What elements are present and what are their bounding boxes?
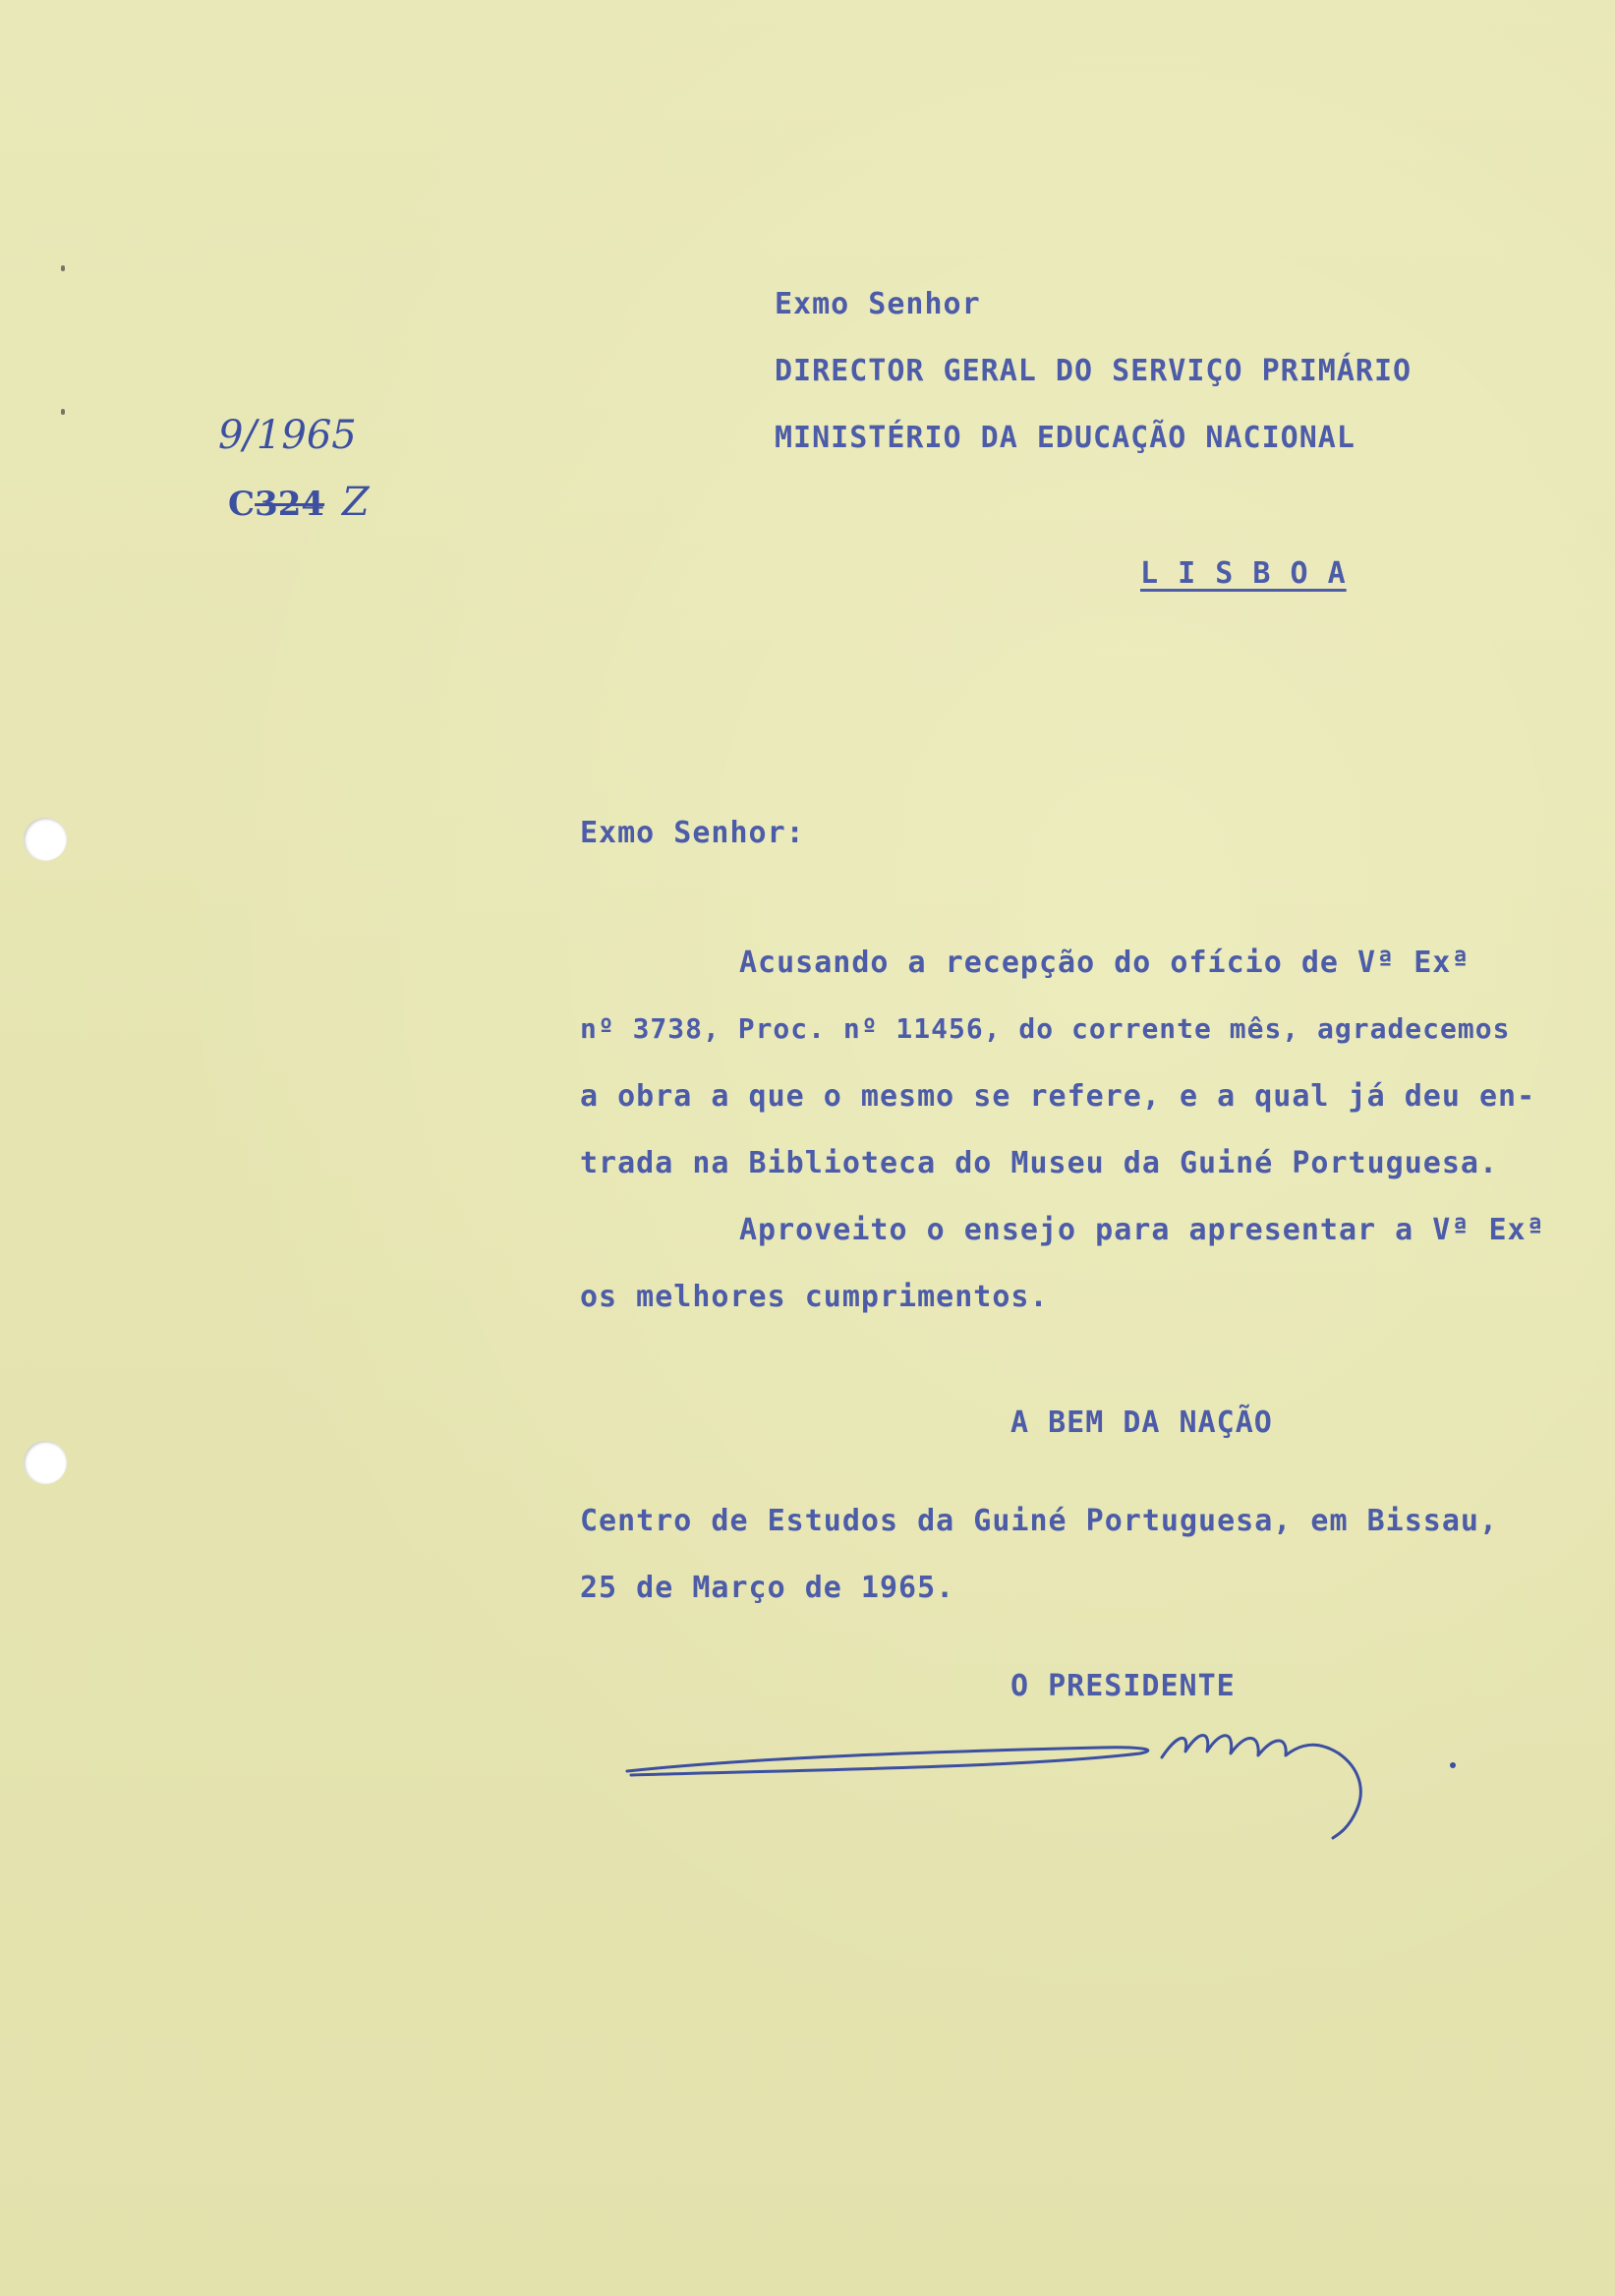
paper-speck (61, 409, 65, 415)
body-line: os melhores cumprimentos. (580, 1280, 1049, 1314)
punch-hole-bottom (24, 1441, 67, 1484)
closing-place: Centro de Estudos da Guiné Portuguesa, em Bissau, (580, 1504, 1499, 1538)
punch-hole-top (24, 818, 67, 861)
handwritten-year-note: 9/1965 (218, 413, 357, 458)
body-line: Aproveito o ensejo para apresentar a Vª Exª (739, 1213, 1545, 1247)
address-salutation: Exmo Senhor (775, 287, 981, 321)
handwritten-signature (609, 1710, 1474, 1867)
code-prefix: C (228, 485, 256, 524)
code-new: Z (341, 480, 370, 525)
body-line: a obra a que o mesmo se refere, e a qual já deu en- (580, 1079, 1536, 1114)
address-title: DIRECTOR GERAL DO SERVIÇO PRIMÁRIO (775, 354, 1413, 388)
paper-speck (61, 265, 65, 271)
code-struck: 324 (255, 485, 325, 524)
closing-signatory: O PRESIDENTE (1010, 1669, 1236, 1703)
greeting: Exmo Senhor: (580, 816, 805, 850)
body-line: trada na Biblioteca do Museu da Guiné Portuguesa. (580, 1146, 1499, 1180)
handwritten-code-note (228, 480, 370, 525)
closing-date: 25 de Março de 1965. (580, 1571, 955, 1605)
address-ministry: MINISTÉRIO DA EDUCAÇÃO NACIONAL (775, 421, 1355, 455)
body-line: nº 3738, Proc. nº 11456, do corrente mês, agradecemos (580, 1012, 1511, 1045)
body-line: Acusando a recepção do ofício de Vª Exª (739, 946, 1471, 980)
address-city: L I S B O A (1140, 556, 1347, 591)
closing-motto: A BEM DA NAÇÃO (1010, 1406, 1273, 1440)
